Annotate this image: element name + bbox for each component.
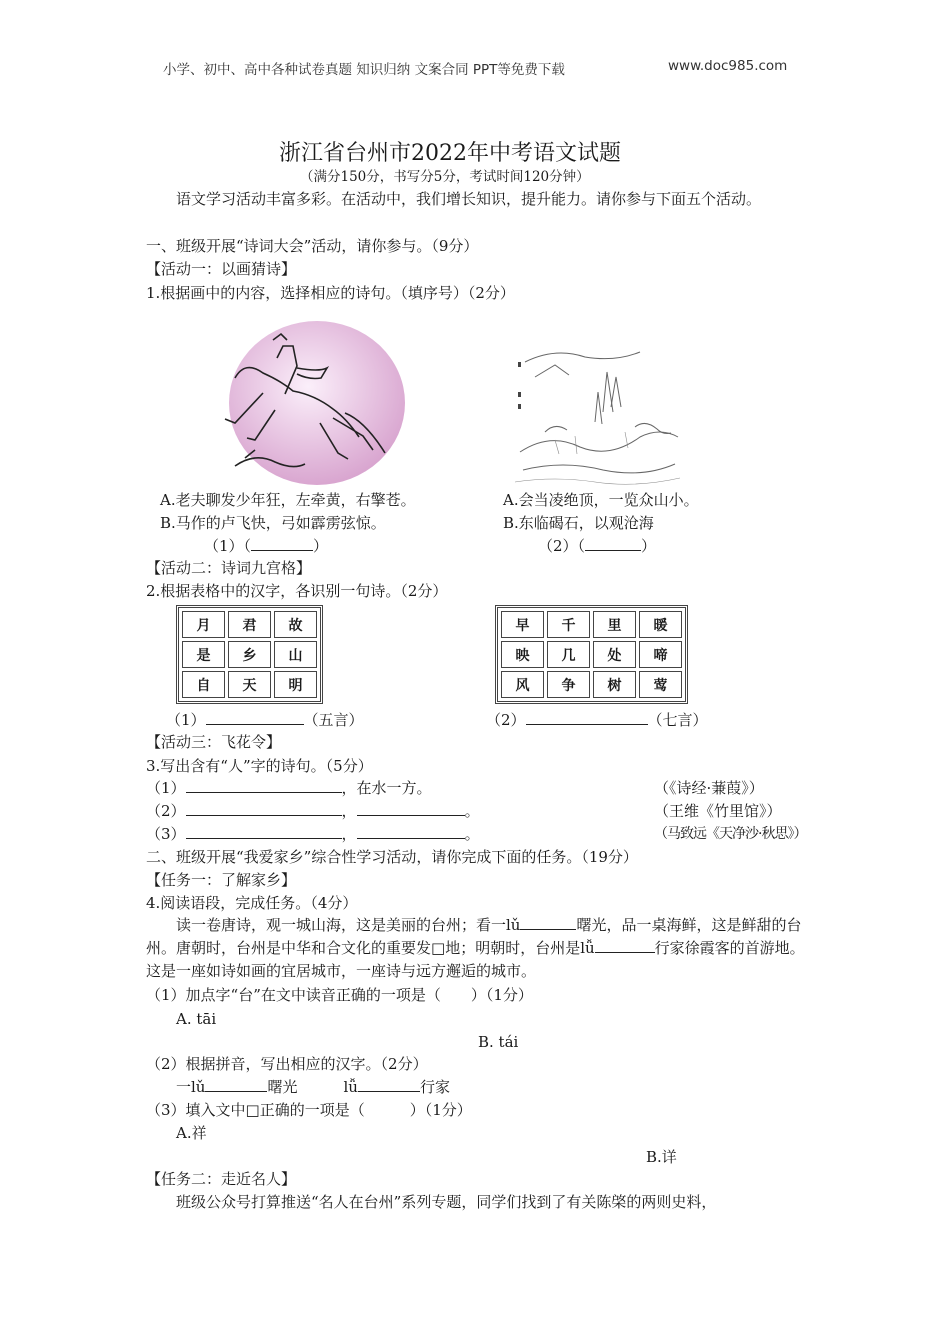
grid-cell: 月: [182, 611, 225, 638]
comma: ，: [341, 825, 357, 843]
label: （3）: [146, 825, 186, 843]
passage: [146, 914, 808, 982]
poem-grid-1: [176, 605, 323, 704]
grid-cell: 映: [501, 641, 544, 668]
passage-part: 曙光，品一桌海鲜，这是鲜甜的台州。唐朝时，台州是中华和合文化的重要发: [146, 916, 802, 957]
answer-blank[interactable]: [186, 823, 342, 839]
grid-cell: 天: [228, 671, 271, 698]
grid-cell: 山: [274, 641, 317, 668]
grid-cell: 几: [547, 641, 590, 668]
answer-blank[interactable]: [251, 535, 313, 551]
grid-cell: 风: [501, 671, 544, 698]
q4-sub2-answers[interactable]: [176, 1076, 450, 1098]
q3-row-1[interactable]: [146, 777, 432, 799]
blank-label: （1）（: [204, 537, 252, 555]
grid-cell: 争: [547, 671, 590, 698]
q4-sub3-option-a[interactable]: A.祥: [176, 1124, 207, 1142]
q2-prompt: 2.根据表格中的汉字，各识别一句诗。（2分）: [146, 582, 448, 600]
page-title: 浙江省台州市2022年中考语文试题: [279, 141, 621, 166]
grid-cell: 啼: [639, 641, 682, 668]
passage-part: 地；明朝时，台州是lǚ: [445, 938, 595, 957]
q2-answer-1[interactable]: [166, 709, 364, 731]
missing-char-box[interactable]: □: [431, 938, 446, 957]
label: （1）: [146, 779, 186, 797]
q4-sub3: （3）填入文中□正确的一项是（ ）（1分）: [146, 1101, 472, 1119]
q4-sub1: （1）加点字“台”在文中读音正确的一项是（ ）（1分）: [146, 986, 533, 1004]
suffix: （五言）: [303, 711, 364, 729]
q4-sub1-option-b[interactable]: B. tái: [478, 1033, 519, 1051]
q4-sub2: （2）根据拼音，写出相应的汉字。（2分）: [146, 1055, 428, 1073]
q3-source-3: （马致远《天净沙·秋思》）: [654, 826, 807, 842]
answer-blank[interactable]: [357, 823, 465, 839]
activity2-heading: 【活动二：诗词九宫格】: [146, 559, 312, 577]
q2-answer-2[interactable]: [486, 709, 708, 731]
word: 曙光: [267, 1078, 298, 1096]
answer-blank[interactable]: [585, 535, 641, 551]
pinyin-blank[interactable]: [520, 914, 576, 930]
grid-cell: 明: [274, 671, 317, 698]
passage-part: 读一卷唐诗，观一城山海，这是美丽的台州；看一lǔ: [176, 916, 521, 934]
header-text: 小学、初中、高中各种试卷真题 知识归纳 文案合同 PPT等免费下载: [163, 62, 565, 78]
section1-heading: 一、班级开展“诗词大会”活动，请你参与。（9分）: [146, 237, 479, 255]
q1-prompt: 1.根据画中的内容，选择相应的诗句。（填序号）（2分）: [146, 284, 515, 302]
q3-source-2: （王维《竹里馆》）: [654, 802, 782, 820]
grid-cell: 是: [182, 641, 225, 668]
grid-cell: 千: [547, 611, 590, 638]
grid-cell: 早: [501, 611, 544, 638]
activity3-heading: 【活动三：飞花令】: [146, 733, 282, 751]
answer-blank[interactable]: [186, 800, 342, 816]
q1-right-option-a: A.会当凌绝顶，一览众山小。: [503, 491, 699, 509]
activity1-heading: 【活动一：以画猜诗】: [146, 260, 297, 278]
q1-right-answer[interactable]: [538, 535, 656, 557]
subtitle: （满分150分，书写分5分，考试时间120分钟）: [300, 169, 590, 185]
text: ，在水一方。: [341, 779, 432, 797]
label: （2）: [486, 711, 526, 729]
grid-cell: 故: [274, 611, 317, 638]
blank-close: ）: [641, 537, 657, 555]
pinyin-blank[interactable]: [595, 937, 655, 953]
blank-close: ）: [313, 537, 329, 555]
task1-heading: 【任务一：了解家乡】: [146, 871, 297, 889]
pinyin: 一lǔ: [176, 1078, 206, 1096]
grid-cell: 处: [593, 641, 636, 668]
answer-blank[interactable]: [205, 1076, 267, 1092]
q4-sub3-option-b[interactable]: B.详: [646, 1148, 677, 1166]
section2-heading: 二、班级开展“我爱家乡”综合性学习活动，请你完成下面的任务。（19分）: [146, 848, 638, 866]
seaside-cliff-picture: [515, 332, 680, 487]
passage-part: 行家徐霞客的首游地。这是一座如诗如画的宜居城市，一座诗与远方邂逅的城市。: [146, 938, 805, 980]
q1-left-option-b: B.马作的卢飞快，弓如霹雳弦惊。: [160, 514, 386, 532]
blank-label: （2）（: [538, 537, 586, 555]
label: （2）: [146, 802, 186, 820]
label: （1）: [166, 711, 206, 729]
answer-blank[interactable]: [358, 1076, 420, 1092]
grid-cell: 君: [228, 611, 271, 638]
answer-blank[interactable]: [526, 709, 648, 725]
q3-prompt: 3.写出含有“人”字的诗句。（5分）: [146, 757, 373, 775]
q4-sub1-option-a[interactable]: A. tāi: [176, 1010, 217, 1028]
grid-cell: 树: [593, 671, 636, 698]
horseman-picture: [205, 318, 405, 488]
grid-cell: 乡: [228, 641, 271, 668]
answer-blank[interactable]: [186, 777, 342, 793]
q1-right-option-b: B.东临碣石，以观沧海: [503, 514, 654, 532]
grid-cell: 暖: [639, 611, 682, 638]
suffix: （七言）: [647, 711, 708, 729]
q4-prompt: 4.阅读语段，完成任务。（4分）: [146, 894, 358, 912]
grid-cell: 莺: [639, 671, 682, 698]
q3-source-1: （《诗经·蒹葭》）: [654, 779, 764, 797]
period: 。: [464, 802, 480, 820]
poem-grid-2: [495, 605, 688, 704]
comma: ，: [341, 802, 357, 820]
q1-left-answer[interactable]: [204, 535, 328, 557]
grid-cell: 里: [593, 611, 636, 638]
task2-text: 班级公众号打算推送“名人在台州”系列专题，同学们找到了有关陈棨的两则史料，: [176, 1193, 717, 1211]
pinyin: lǚ: [343, 1078, 358, 1096]
intro: 语文学习活动丰富多彩。在活动中，我们增长知识，提升能力。请你参与下面五个活动。: [176, 190, 762, 208]
header-site[interactable]: www.doc985.com: [668, 58, 788, 74]
period: 。: [464, 825, 480, 843]
task2-heading: 【任务二：走近名人】: [146, 1170, 297, 1188]
grid-cell: 自: [182, 671, 225, 698]
q1-left-option-a: A.老夫聊发少年狂，左牵黄，右擎苍。: [160, 491, 416, 509]
word: 行家: [419, 1078, 450, 1096]
answer-blank[interactable]: [206, 709, 304, 725]
answer-blank[interactable]: [357, 800, 465, 816]
q3-row-2[interactable]: [146, 800, 480, 822]
q3-row-3[interactable]: [146, 823, 480, 845]
